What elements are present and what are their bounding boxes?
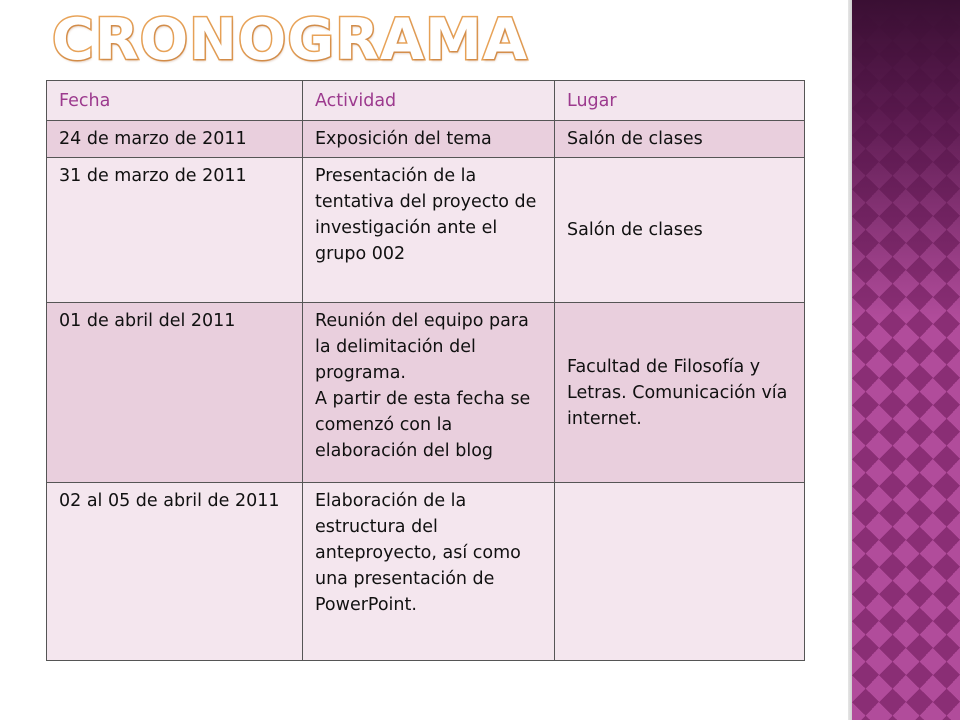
schedule-table: [46, 80, 805, 661]
header-place: Lugar: [555, 81, 805, 121]
header-activity: Actividad: [303, 81, 555, 121]
cell-place: Salón de clases: [555, 121, 805, 158]
page-title: CRONOGRAMA: [52, 7, 528, 73]
cell-place: Facultad de Filosofía y Letras. Comunicación vía internet.: [555, 303, 805, 483]
cell-place: [555, 483, 805, 661]
cell-activity: Presentación de la tentativa del proyecto de investigación ante el grupo 002: [303, 158, 555, 303]
table-row: [47, 303, 805, 483]
cell-date: 01 de abril del 2011: [47, 303, 303, 483]
header-date: Fecha: [47, 81, 303, 121]
cell-place: Salón de clases: [555, 158, 805, 303]
cell-date: 02 al 05 de abril de 2011: [47, 483, 303, 661]
cell-activity: Elaboración de la estructura del anteproyecto, así como una presentación de PowerPoint.: [303, 483, 555, 661]
table-header-row: [47, 81, 805, 121]
table-row: [47, 483, 805, 661]
cell-activity-line-1: Reunión del equipo para la delimitación del programa.: [315, 311, 529, 383]
cell-date: 24 de marzo de 2011: [47, 121, 303, 158]
table-row: [47, 158, 805, 303]
cell-activity-line-2: A partir de esta fecha se comenzó con la elaboración del blog: [315, 389, 531, 461]
cell-activity: [303, 303, 555, 483]
cell-activity: Exposición del tema: [303, 121, 555, 158]
cell-date: 31 de marzo de 2011: [47, 158, 303, 303]
decorative-side-strip: [852, 0, 960, 720]
table-row: [47, 121, 805, 158]
